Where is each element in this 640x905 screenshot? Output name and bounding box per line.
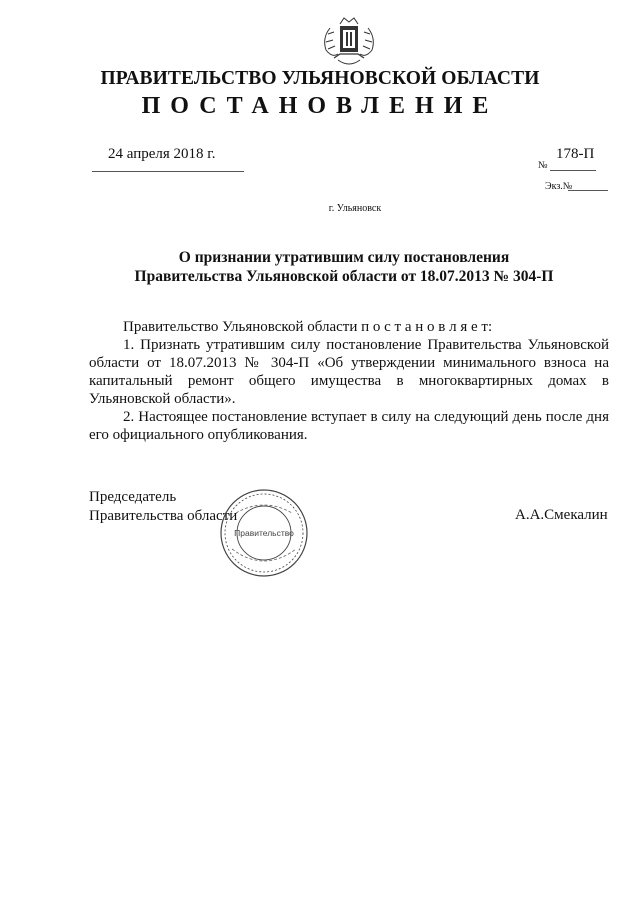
city: г. Ульяновск — [328, 203, 382, 214]
subject-line-1: О признании утратившим силу постановления — [178, 249, 510, 266]
intro-paragraph: Правительство Ульяновской области п о с т а н о в л я е т: — [123, 319, 493, 335]
copy-underline — [568, 190, 608, 191]
number-sign: № — [538, 160, 548, 171]
coat-of-arms-icon — [318, 14, 380, 70]
document-date: 24 апреля 2018 г. — [108, 146, 216, 162]
number-underline — [550, 170, 596, 171]
signer-name: А.А.Смекалин — [515, 507, 608, 523]
paragraph-2: 2. Настоящее постановление вступает в силу на следующий день после дня его официального опубликования. — [89, 409, 609, 443]
copy-label: Экз.№ — [545, 181, 573, 192]
signer-title — [89, 488, 237, 526]
document-number: 178-П — [556, 146, 595, 162]
stamp-text: Правительство — [234, 528, 294, 538]
signer-title-line-1: Председатель — [89, 489, 177, 505]
signer-title-line-2: Правительства области — [89, 508, 238, 524]
document-type: ПОСТАНОВЛЕНИЕ — [141, 93, 499, 119]
paragraph-1: 1. Признать утратившим силу постановление Правительства Ульяновской области от 18.07.2013 № 304-П «Об утверждении минимального взноса на капитальный ремонт общего имущества в многоквартирных домах в Ульяновской области». — [89, 337, 609, 407]
document-subject — [0, 248, 640, 286]
subject-line-2: Правительства Ульяновской области от 18.07.2013 № 304-П — [134, 268, 554, 285]
government-title: ПРАВИТЕЛЬСТВО УЛЬЯНОВСКОЙ ОБЛАСТИ — [100, 68, 540, 89]
official-seal-icon — [218, 487, 310, 579]
date-underline — [92, 171, 244, 172]
